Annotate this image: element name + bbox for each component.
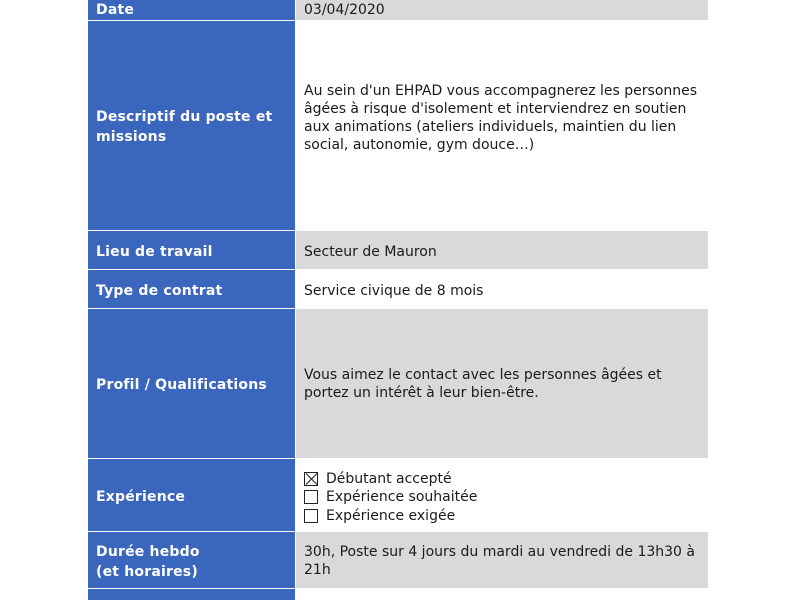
- next-cell: [296, 589, 708, 600]
- unchecked-checkbox[interactable]: [304, 509, 318, 523]
- contract-value: Service civique de 8 mois: [304, 283, 484, 299]
- option-experience-desired[interactable]: [304, 488, 477, 506]
- unchecked-checkbox[interactable]: [304, 490, 318, 504]
- profile-label: Profil / Qualifications: [96, 377, 267, 393]
- row-divider: [88, 20, 708, 21]
- option-desired-label: Expérience souhaitée: [326, 489, 478, 505]
- date-value: 03/04/2020: [304, 2, 385, 18]
- profile-value: Vous aimez le contact avec les personnes âgées et portez un intérêt à leur bien-être.: [304, 367, 662, 401]
- date-label: Date: [96, 2, 135, 18]
- checked-checkbox[interactable]: [304, 472, 318, 486]
- row-divider: [88, 531, 708, 532]
- row-divider: [88, 588, 708, 589]
- contract-label: Type de contrat: [96, 283, 223, 299]
- description-label: Descriptif du poste et missions: [96, 109, 273, 145]
- row-divider: [88, 308, 708, 309]
- hours-label-line2: (et horaires): [96, 564, 198, 580]
- row-divider: [88, 230, 708, 231]
- experience-label: Expérience: [96, 489, 186, 505]
- hours-value: 30h, Poste sur 4 jours du mardi au vendredi de 13h30 à 21h: [304, 544, 695, 578]
- option-required-label: Expérience exigée: [326, 508, 456, 524]
- row-divider: [88, 269, 708, 270]
- job-offer-table: [88, 0, 708, 600]
- hours-label-line1: Durée hebdo: [96, 544, 200, 560]
- column-divider: [295, 0, 296, 600]
- description-value: Au sein d'un EHPAD vous accompagnerez les personnes âgées à risque d'isolement et interviendrez en soutien aux animations (ateliers individuels, maintien du lien social, autonomie, gym douce…): [304, 83, 698, 153]
- row-divider: [88, 458, 708, 459]
- location-value: Secteur de Mauron: [304, 244, 437, 260]
- option-beginner[interactable]: [304, 470, 452, 488]
- option-beginner-label: Débutant accepté: [326, 471, 452, 487]
- option-experience-required[interactable]: [304, 507, 455, 525]
- location-label: Lieu de travail: [96, 244, 213, 260]
